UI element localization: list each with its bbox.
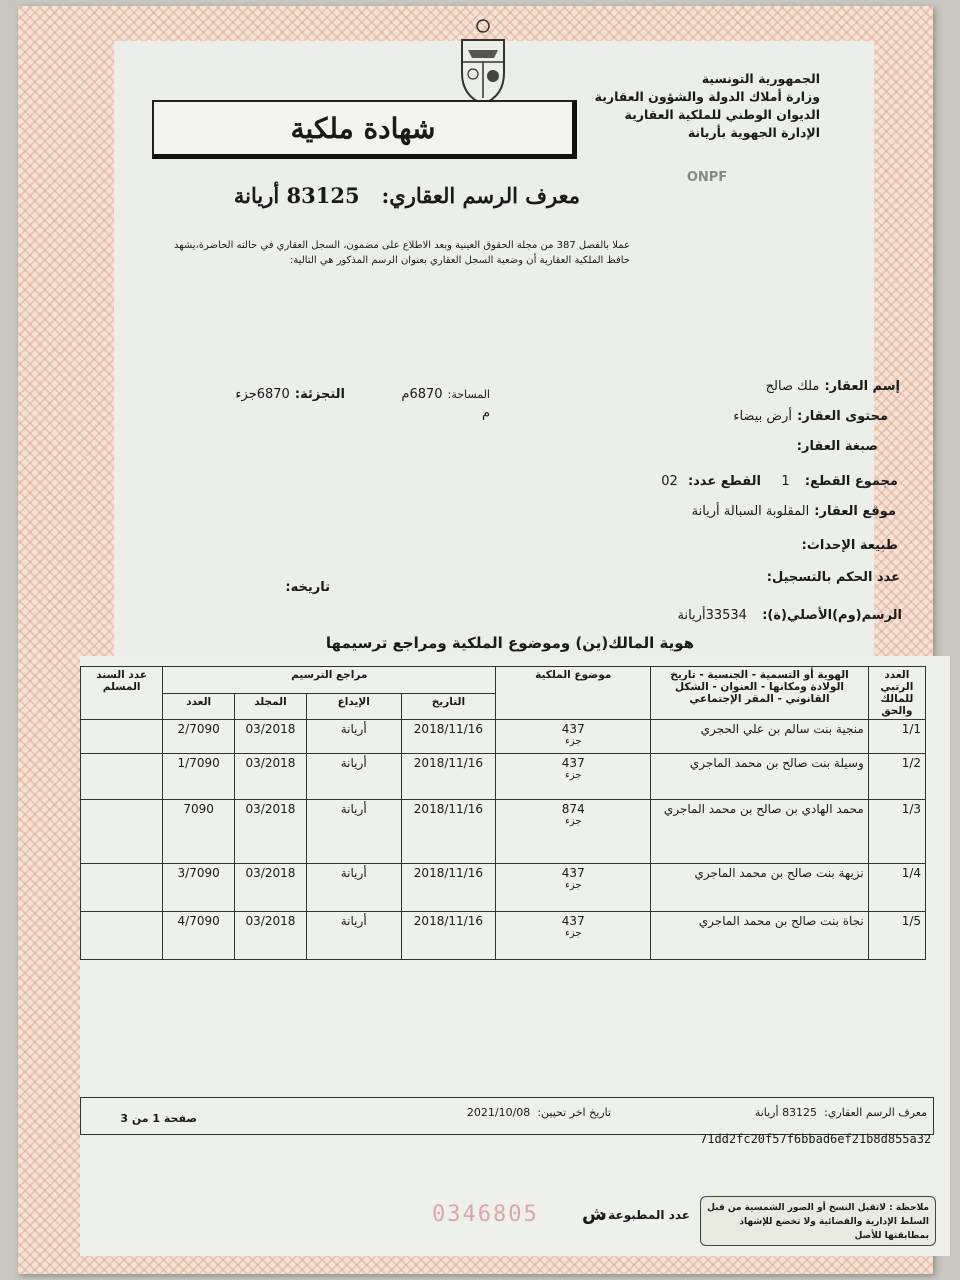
field-label: المساحة: xyxy=(447,388,490,401)
share-unit: جزء xyxy=(565,880,582,891)
cell-order: 1/1 xyxy=(868,720,925,754)
cell-number: 2/7090 xyxy=(163,720,235,754)
field-content xyxy=(588,405,888,424)
cell-deposit: أريانة xyxy=(306,754,401,800)
table-row xyxy=(81,754,926,800)
field-date xyxy=(230,576,330,595)
cell-share xyxy=(496,800,651,864)
field-label: تاريخه: xyxy=(285,580,330,595)
field-value: 33534أريانة xyxy=(677,608,747,623)
field-name xyxy=(600,375,900,394)
field-location xyxy=(556,500,896,519)
cell-number: 1/7090 xyxy=(163,754,235,800)
tunisia-coat-of-arms-icon xyxy=(448,18,518,106)
share-value: 874 xyxy=(561,802,585,816)
cell-share xyxy=(496,754,651,800)
table-row xyxy=(81,912,926,960)
field-label: محتوى العقار: xyxy=(797,409,888,424)
footer-id-label: معرف الرسم العقاري: xyxy=(824,1106,927,1119)
col-identity: الهوية أو التسمية - الجنسية - تاريخ الولادة ومكانها - العنوان - الشكل القانوني - المقر الإجتماعي xyxy=(651,667,868,720)
ministry-line: وزارة أملاك الدولة والشؤون العقارية xyxy=(594,89,820,104)
field-origin xyxy=(562,604,902,623)
cell-deposit: أريانة xyxy=(306,720,401,754)
onpf-logo: ONPF xyxy=(686,170,728,185)
col-refs: مراجع الترسيم xyxy=(163,667,496,694)
cell-deposit: أريانة xyxy=(306,912,401,960)
cell-date: 2018/11/16 xyxy=(401,912,496,960)
owners-table xyxy=(80,666,926,960)
field-value: أرض بيضاء xyxy=(733,409,792,424)
field-value: ملك صالح xyxy=(765,379,820,394)
property-id-number: 83125 xyxy=(286,183,360,208)
field-label: مجموع القطع: xyxy=(804,474,898,489)
col-date: التاريخ xyxy=(401,693,496,720)
field-judgment xyxy=(600,566,900,585)
cell-name: وسيلة بنت صالح بن محمد الماجري xyxy=(651,754,868,800)
field-label: طبيعة الإحداث: xyxy=(801,538,898,553)
cell-order: 1/3 xyxy=(868,800,925,864)
cell-volume: 03/2018 xyxy=(235,754,307,800)
footer-update-label: تاريخ اخر تحيين: xyxy=(537,1106,611,1119)
share-value: 437 xyxy=(561,866,585,880)
certificate-title xyxy=(152,100,577,159)
table-header-row xyxy=(81,667,926,694)
col-deposit: الإيداع xyxy=(306,693,401,720)
print-prefix: ش xyxy=(582,1204,607,1225)
print-number-label: عدد المطبوعة : xyxy=(599,1208,690,1222)
cell-share xyxy=(496,864,651,912)
cell-number: 3/7090 xyxy=(163,864,235,912)
table-row xyxy=(81,864,926,912)
field-subdivision xyxy=(215,383,345,402)
cell-number: 7090 xyxy=(163,800,235,864)
share-unit: جزء xyxy=(565,736,582,747)
cell-deed xyxy=(81,864,163,912)
cell-deposit: أريانة xyxy=(306,864,401,912)
field-value: 6870م م xyxy=(401,387,490,421)
cell-share xyxy=(496,720,651,754)
field-label: عدد الحكم بالتسجيل: xyxy=(766,570,900,585)
field-label: التجزئة: xyxy=(294,387,345,402)
field-creation xyxy=(598,534,898,553)
property-id-label: معرف الرسم العقاري: xyxy=(381,183,580,208)
footer-id-value: 83125 أريانة xyxy=(754,1106,818,1119)
cell-date: 2018/11/16 xyxy=(401,720,496,754)
cell-order: 1/5 xyxy=(868,912,925,960)
table-row xyxy=(81,800,926,864)
share-unit: جزء xyxy=(565,816,582,827)
share-unit: جزء xyxy=(565,770,582,781)
cell-share xyxy=(496,912,651,960)
cell-deed xyxy=(81,754,163,800)
field-label: صبغة العقار: xyxy=(796,439,878,454)
cell-volume: 03/2018 xyxy=(235,720,307,754)
title-text: شهادة ملكية xyxy=(290,111,436,145)
cell-volume: 03/2018 xyxy=(235,800,307,864)
cell-date: 2018/11/16 xyxy=(401,864,496,912)
cell-name: نزيهة بنت صالح بن محمد الماجري xyxy=(651,864,868,912)
field-value: 6870جزء xyxy=(235,387,290,402)
cell-name: محمد الهادي بن صالح بن محمد الماجري xyxy=(651,800,868,864)
col-volume: المجلد xyxy=(235,693,307,720)
table-row xyxy=(81,720,926,754)
field-value: المقلوبة السبالة أريانة xyxy=(691,504,810,519)
document-hash: 71dd2fc20f57f6bbad6ef21b8d855a32 xyxy=(700,1132,932,1146)
office-line: الديوان الوطني للملكية العقارية xyxy=(624,107,820,122)
field-label: الرسم(وم)الأصلي(ة): xyxy=(762,608,902,623)
field-label: موقع العقار: xyxy=(814,504,896,519)
share-unit: جزء xyxy=(565,928,582,939)
field-value: 1 xyxy=(781,474,790,489)
col-number: العدد xyxy=(163,693,235,720)
field-label: إسم العقار: xyxy=(824,379,900,394)
footer-update xyxy=(381,1106,611,1119)
cell-date: 2018/11/16 xyxy=(401,800,496,864)
cell-deposit: أريانة xyxy=(306,800,401,864)
cell-date: 2018/11/16 xyxy=(401,754,496,800)
regional-line: الإدارة الجهوية بأريانة xyxy=(687,125,820,140)
intro-paragraph: عملا بالفصل 387 من مجلة الحقوق العينية وبعد الاطلاع على مضمون، السجل العقاري في حالته الحاضرة،يشهد حافظ الملكية العقارية أن وضعية السجل العقاري بعنوان الرسم المذكور هي التالية: xyxy=(173,240,630,266)
owners-section-title: هوية المالك(ين) وموضوع الملكية ومراجع ترسيمها xyxy=(325,634,695,652)
cell-order: 1/2 xyxy=(868,754,925,800)
footer-update-value: 2021/10/08 xyxy=(466,1106,531,1119)
cell-deed xyxy=(81,720,163,754)
share-value: 437 xyxy=(561,722,585,736)
issuer-header xyxy=(560,70,820,142)
cell-volume: 03/2018 xyxy=(235,864,307,912)
field-plots xyxy=(558,470,898,489)
note-box: ملاحظة : لاتقبل النسخ أو الصور الشمسية من قبل السلط الإدارية والقضائية ولا تخضع للإشهاد بمطابقتها للأصل xyxy=(700,1196,936,1246)
cell-deed xyxy=(81,912,163,960)
cell-name: نجاة بنت صالح بن محمد الماجري xyxy=(651,912,868,960)
field-area xyxy=(390,383,490,421)
cell-volume: 03/2018 xyxy=(235,912,307,960)
share-value: 437 xyxy=(561,914,585,928)
field-value: 02 xyxy=(661,474,678,489)
col-subject: موضوع الملكية xyxy=(496,667,651,720)
serial-number: 0346805 xyxy=(432,1202,539,1227)
col-deed: عدد السند المسلم xyxy=(81,667,163,720)
col-order: العدد الرتبي للمالك والحق xyxy=(868,667,925,720)
page-footer xyxy=(80,1097,934,1135)
republic-line: الجمهورية التونسية xyxy=(701,71,820,86)
field-form xyxy=(578,435,878,454)
footer-id xyxy=(667,1106,927,1119)
cell-name: منجية بنت سالم بن علي الحجري xyxy=(651,720,868,754)
share-value: 437 xyxy=(561,756,585,770)
page-number: صفحة 1 من 3 xyxy=(120,1112,197,1125)
cell-number: 4/7090 xyxy=(163,912,235,960)
property-id-line xyxy=(190,183,580,208)
cell-deed xyxy=(81,800,163,864)
property-id-city: أريانة xyxy=(233,183,280,208)
cell-order: 1/4 xyxy=(868,864,925,912)
field-label: القطع عدد: xyxy=(687,474,761,489)
